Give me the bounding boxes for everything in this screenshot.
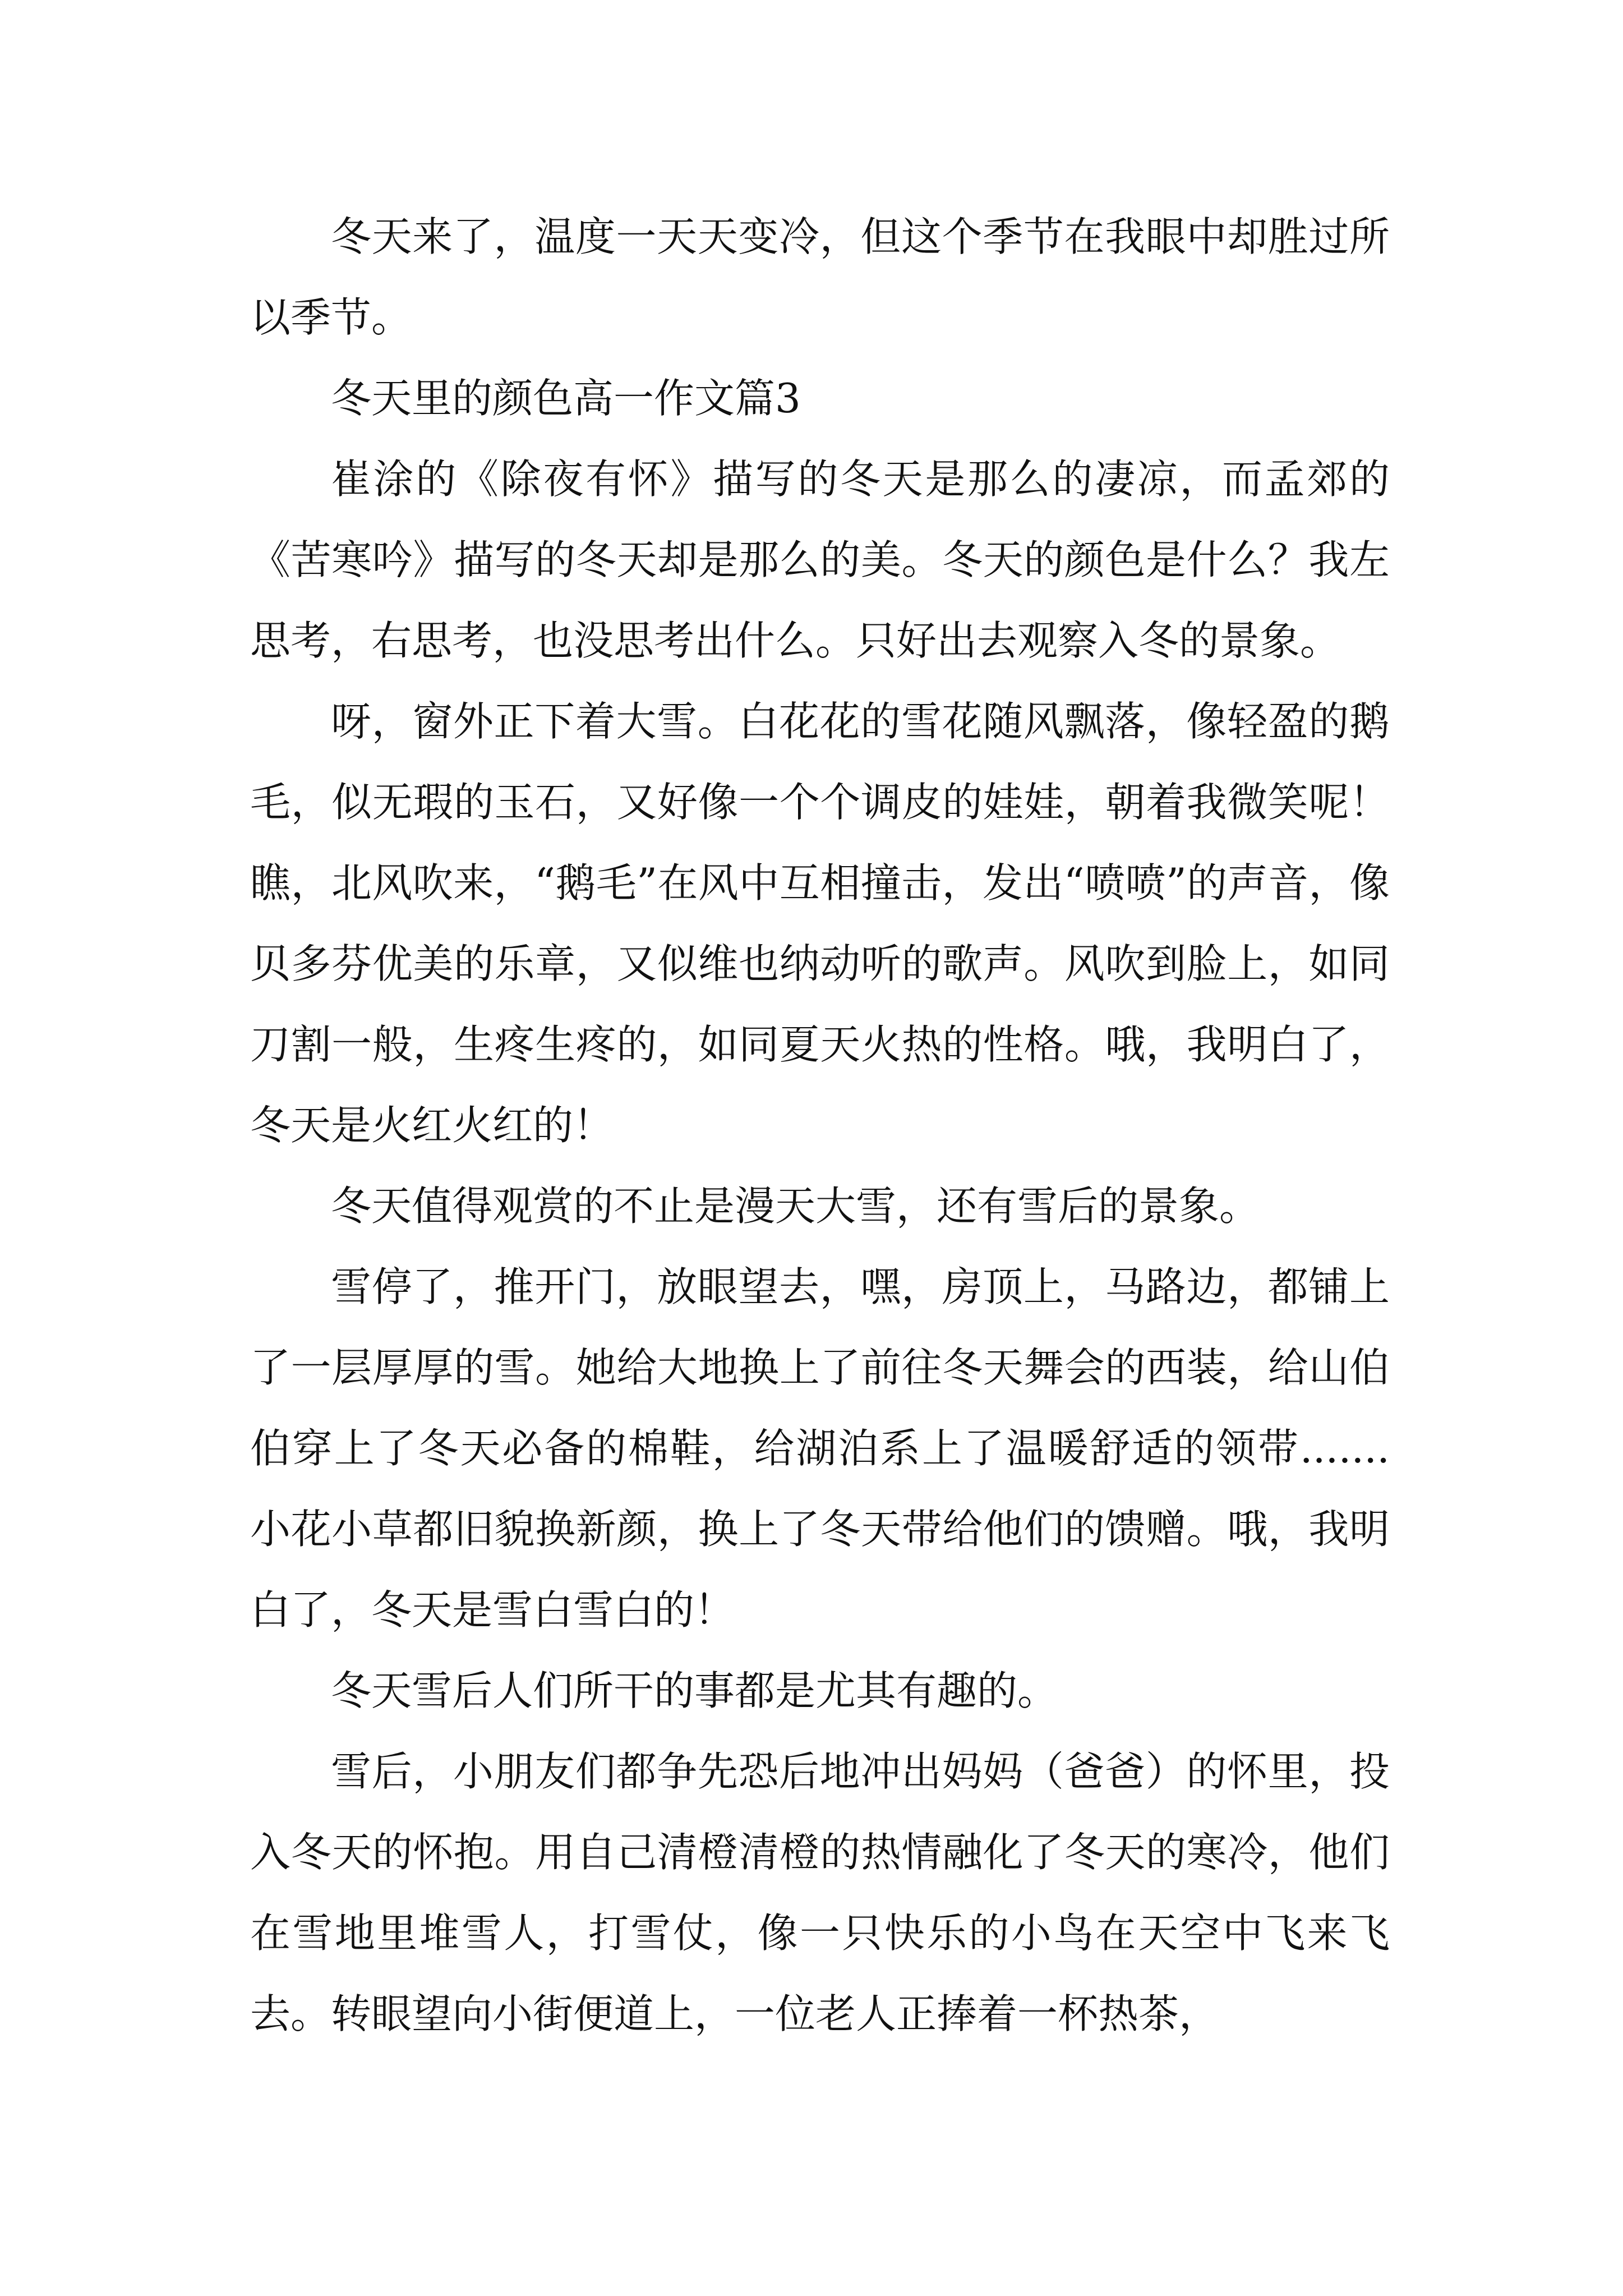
section-heading: 冬天里的颜色高一作文篇3 <box>331 375 801 422</box>
paragraph-snowfall: 呀，窗外正下着大雪。白花花的雪花随风飘落，像轻盈的鹅毛，似无瑕的玉石，又好像一个个调皮的娃娃，朝着我微笑呢！瞧，北风吹来，“鹅毛”在风中互相撞击，发出“喷喷”的声音，像贝多芬优美的乐章，又似维也纳动听的歌声。风吹到脸上，如同刀割一般，生疼生疼的，如同夏天火热的性格。哦，我明白了，冬天是火红火红的！ <box>250 698 1390 1149</box>
paragraph-poems: 崔涂的《除夜有怀》描写的冬天是那么的凄凉，而孟郊的《苦寒吟》描写的冬天却是那么的美。冬天的颜色是什么？我左思考，右思考，也没思考出什么。只好出去观察入冬的景象。 <box>250 455 1390 664</box>
paragraph-snow-stopped: 雪停了，推开门，放眼望去，嘿，房顶上，马路边，都铺上了一层厚厚的雪。她给大地换上了前往冬天舞会的西装，给山伯伯穿上了冬天必备的棉鞋，给湖泊系上了温暖舒适的领带.......小花小草都旧貌换新颜，换上了冬天带给他们的馈赠。哦，我明白了，冬天是雪白雪白的！ <box>250 1263 1390 1634</box>
paragraph-people-intro: 冬天雪后人们所干的事都是尤其有趣的。 <box>331 1667 1058 1714</box>
paragraph-after-snow-intro: 冬天值得观赏的不止是漫天大雪，还有雪后的景象。 <box>331 1182 1260 1230</box>
essay-body <box>250 196 1390 2054</box>
paragraph-children-play: 雪后，小朋友们都争先恐后地冲出妈妈（爸爸）的怀里，投入冬天的怀抱。用自己清橙清橙的热情融化了冬天的寒冷，他们在雪地里堆雪人，打雪仗，像一只快乐的小鸟在天空中飞来飞去。转眼望向小街便道上，一位老人正捧着一杯热茶， <box>250 1748 1390 2037</box>
paragraph-intro-ending: 冬天来了，温度一天天变冷，但这个季节在我眼中却胜过所以季节。 <box>250 213 1390 341</box>
